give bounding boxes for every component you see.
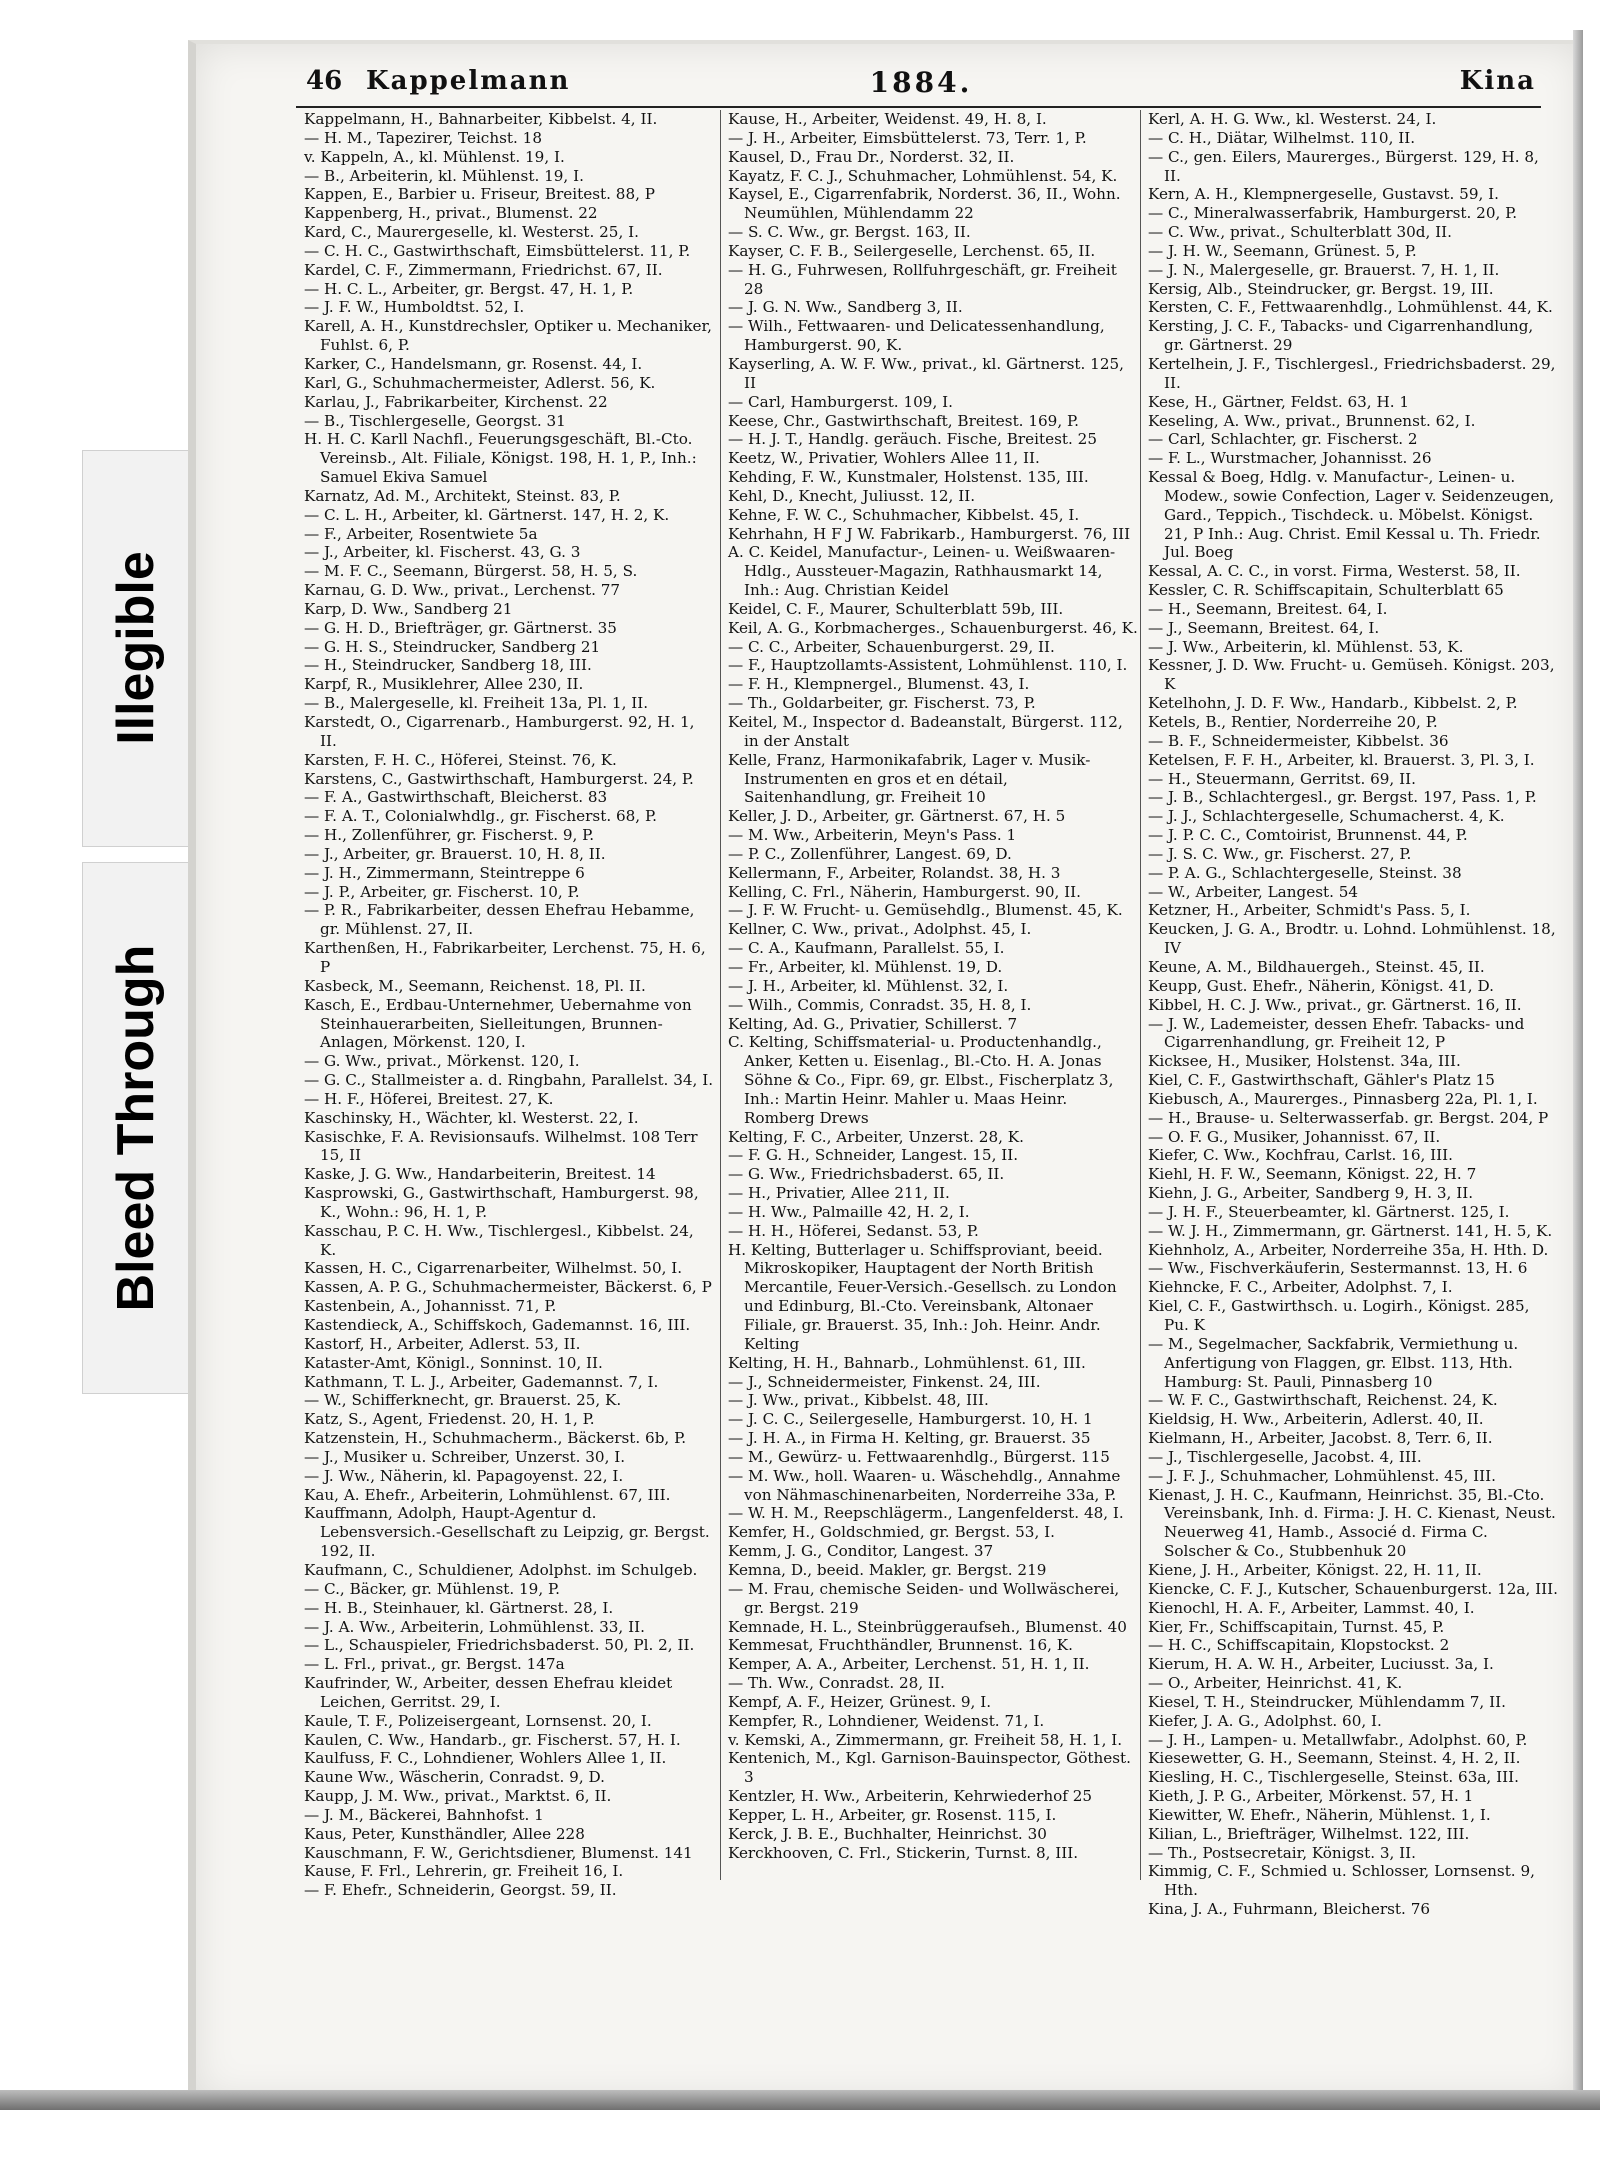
directory-entry: A. C. Keidel, Manufactur-, Leinen- u. Weißwaaren-Hdlg., Aussteuer-Magazin, Rathhausmarkt 14, Inh.: Aug. Christian Keidel	[728, 543, 1116, 600]
directory-entry: Kiesel, T. H., Steindrucker, Mühlendamm 7, II.	[1148, 1692, 1506, 1711]
directory-entry: — J. G. N. Ww., Sandberg 3, II.	[728, 298, 963, 317]
directory-entry: Karl, G., Schuhmachermeister, Adlerst. 56, K.	[304, 373, 656, 392]
directory-entry: Kayser, C. F. B., Seilergeselle, Lerchenst. 65, II.	[728, 241, 1096, 260]
directory-entry: Kaysel, E., Cigarrenfabrik, Norderst. 36, II., Wohn. Neumühlen, Mühlendamm 22	[728, 185, 1126, 223]
directory-entry: Kersten, C. F., Fettwaarenhdlg., Lohmühlenst. 44, K.	[1148, 298, 1553, 317]
directory-entry: Kiefer, C. Ww., Kochfrau, Carlst. 16, III.	[1148, 1146, 1453, 1165]
directory-entry: — H. G., Fuhrwesen, Rollfuhrgeschäft, gr. Freiheit 28	[728, 260, 1122, 298]
directory-entry: — H. F., Höferei, Breitest. 27, K.	[304, 1089, 554, 1108]
directory-entry: Kepper, L. H., Arbeiter, gr. Rosenst. 115, I.	[728, 1805, 1057, 1824]
directory-entry: Kayserling, A. W. F. Ww., privat., kl. Gärtnerst. 125, II	[728, 354, 1129, 392]
directory-entry: Karlau, J., Fabrikarbeiter, Kirchenst. 22	[304, 392, 608, 411]
directory-entry: Kasschau, P. C. H. Ww., Tischlergesl., Kibbelst. 24, K.	[304, 1221, 699, 1259]
directory-entry: — F. A. T., Colonialwhdlg., gr. Fischerst. 68, P.	[304, 807, 657, 826]
directory-entry: Kelting, H. H., Bahnarb., Lohmühlenst. 61, III.	[728, 1353, 1086, 1372]
directory-entry: — F. A., Gastwirthschaft, Bleicherst. 83	[304, 788, 608, 807]
scanner-bed-strip	[0, 2090, 1600, 2110]
directory-entry: — H., Steindrucker, Sandberg 18, III.	[304, 656, 592, 675]
bleed-through-label: Bleed Through	[107, 944, 165, 1312]
directory-entry: Kemna, D., beeid. Makler, gr. Bergst. 219	[728, 1560, 1047, 1579]
directory-entry: Kayatz, F. C. J., Schuhmacher, Lohmühlenst. 54, K.	[728, 166, 1118, 185]
directory-entry: Kiehnholz, A., Arbeiter, Norderreihe 35a, H. Hth. D.	[1148, 1240, 1549, 1259]
directory-entry: Keitel, M., Inspector d. Badeanstalt, Bürgerst. 112, in der Anstalt	[728, 713, 1128, 750]
directory-entry: Karstens, C., Gastwirthschaft, Hamburgerst. 24, P.	[304, 769, 694, 788]
directory-entry: — H. B., Steinhauer, kl. Gärtnerst. 28, I.	[304, 1598, 614, 1617]
directory-entry: — H., Brause- u. Selterwasserfab. gr. Bergst. 204, P	[1148, 1108, 1549, 1127]
directory-entry: — J. P., Arbeiter, gr. Fischerst. 10, P.	[304, 882, 580, 901]
directory-entry: Kaufrinder, W., Arbeiter, dessen Ehefrau kleidet Leichen, Gerritst. 29, I.	[304, 1674, 678, 1711]
directory-entry: Kaske, J. G. Ww., Handarbeiterin, Breitest. 14	[304, 1165, 656, 1184]
directory-entry: — J., Schneidermeister, Finkenst. 24, III.	[728, 1372, 1041, 1391]
directory-entry: — P. R., Fabrikarbeiter, dessen Ehefrau Hebamme, gr. Mühlenst. 27, II.	[304, 901, 700, 939]
directory-entry: — J. B., Schlachtergesl., gr. Bergst. 197, Pass. 1, P.	[1148, 788, 1537, 807]
directory-column-2	[728, 110, 1138, 1862]
directory-entry: H. Kelting, Butterlager u. Schiffsproviant, beeid. Mikroskopiker, Hauptagent der North British Mercantile, Feuer-Versich.-Gesellsch. zu London und Edinburg, Bl.-Cto. Vereinsbank, Altonaer Filiale, gr. Brauerst. 35, Inh.: Joh. Heinr. Andr. Kelting	[728, 1240, 1122, 1353]
directory-entry: — Th. Ww., Conradst. 28, II.	[728, 1674, 945, 1693]
directory-entry: Kiebusch, A., Maurerges., Pinnasberg 22a, Pl. 1, I.	[1148, 1089, 1538, 1108]
directory-entry: — J., Arbeiter, kl. Fischerst. 43, G. 3	[304, 543, 581, 562]
directory-entry: Kier, Fr., Schiffscapitain, Turnst. 45, P.	[1148, 1617, 1445, 1636]
directory-entry: Kielmann, H., Arbeiter, Jacobst. 8, Terr. 6, II.	[1148, 1429, 1493, 1448]
directory-entry: Kemfer, H., Goldschmied, gr. Bergst. 53, I.	[728, 1523, 1055, 1542]
directory-entry: — Carl, Schlachter, gr. Fischerst. 2	[1148, 430, 1418, 449]
directory-entry: — F. Ehefr., Schneiderin, Georgst. 59, II.	[304, 1881, 617, 1900]
directory-entry: Keupp, Gust. Ehefr., Näherin, Königst. 41, D.	[1148, 976, 1494, 995]
directory-entry: Keucken, J. G. A., Brodtr. u. Lohnd. Lohmühlenst. 18, IV	[1148, 920, 1561, 958]
directory-entry: — G. H. D., Briefträger, gr. Gärtnerst. 35	[304, 618, 617, 637]
directory-entry: Keil, A. G., Korbmacherges., Schauenburgerst. 46, K.	[728, 618, 1138, 637]
directory-entry: Kina, J. A., Fuhrmann, Bleicherst. 76	[1148, 1900, 1431, 1919]
directory-entry: Kemmesat, Fruchthändler, Brunnenst. 16, K.	[728, 1636, 1073, 1655]
directory-entry: Kelling, C. Frl., Näherin, Hamburgerst. 90, II.	[728, 882, 1081, 901]
directory-entry: Katzenstein, H., Schuhmacherm., Bäckerst. 6b, P.	[304, 1429, 687, 1448]
directory-entry: — O., Arbeiter, Heinrichst. 41, K.	[1148, 1674, 1403, 1693]
directory-entry: Kaulen, C. Ww., Handarb., gr. Fischerst. 57, H. I.	[304, 1730, 681, 1749]
directory-entry: Kersig, Alb., Steindrucker, gr. Bergst. 19, III.	[1148, 279, 1494, 298]
directory-entry: Kimmig, C. F., Schmied u. Schlosser, Lornsenst. 9, Hth.	[1148, 1862, 1540, 1900]
book-edge	[1573, 30, 1583, 2100]
directory-entry: — F. G. H., Schneider, Langest. 15, II.	[728, 1146, 1019, 1165]
directory-entry: Kasprowski, G., Gastwirthschaft, Hamburgerst. 98, K., Wohn.: 96, H. 1, P.	[304, 1184, 704, 1221]
directory-entry: — J. F. W. Frucht- u. Gemüsehdlg., Blumenst. 45, K.	[728, 901, 1123, 920]
directory-entry: — C. C., Arbeiter, Schauenburgerst. 29, II.	[728, 637, 1055, 656]
directory-entry: — C., Bäcker, gr. Mühlenst. 19, P.	[304, 1579, 560, 1598]
directory-entry: Kentenich, M., Kgl. Garnison-Bauinspector, Göthest. 3	[728, 1749, 1136, 1787]
directory-entry: — J. J., Schlachtergeselle, Schumacherst. 4, K.	[1148, 807, 1505, 826]
directory-entry: Karp, D. Ww., Sandberg 21	[304, 599, 513, 618]
directory-entry: — M., Segelmacher, Sackfabrik, Vermiethung u. Anfertigung von Flaggen, gr. Elbst. 113, Hth. Hamburg: St. Pauli, Pinnasberg 10	[1148, 1334, 1524, 1391]
directory-entry: Kelting, Ad. G., Privatier, Schillerst. 7	[728, 1014, 1018, 1033]
directory-entry: Kentzler, H. Ww., Arbeiterin, Kehrwiederhof 25	[728, 1787, 1093, 1806]
directory-entry: Keese, Chr., Gastwirthschaft, Breitest. 169, P.	[728, 411, 1079, 430]
directory-entry: — B., Tischlergeselle, Georgst. 31	[304, 411, 566, 430]
header-right-keyword: Kina	[1459, 66, 1536, 96]
directory-entry: — L. Frl., privat., gr. Bergst. 147a	[304, 1655, 565, 1674]
directory-entry: Kiel, C. F., Gastwirthschaft, Gähler's Platz 15	[1148, 1071, 1495, 1090]
directory-entry: Kasbeck, M., Seemann, Reichenst. 18, Pl. II.	[304, 976, 646, 995]
directory-entry: Kiene, J. H., Arbeiter, Königst. 22, H. 11, II.	[1148, 1560, 1482, 1579]
directory-entry: Kausel, D., Frau Dr., Norderst. 32, II.	[728, 147, 1015, 166]
directory-entry: — C. H. C., Gastwirthschaft, Eimsbüttelerst. 11, P.	[304, 241, 691, 260]
directory-column-3	[1148, 110, 1561, 1919]
directory-entry: Kaule, T. F., Polizeisergeant, Lornsenst. 20, I.	[304, 1711, 652, 1730]
directory-column-1	[304, 110, 717, 1900]
directory-entry: Kemnade, H. L., Steinbrüggeraufseh., Blumenst. 40	[728, 1617, 1127, 1636]
directory-entry: Kessal, A. C. C., in vorst. Firma, Westerst. 58, II.	[1148, 562, 1521, 581]
directory-entry: — M. Ww., Arbeiterin, Meyn's Pass. 1	[728, 826, 1017, 845]
directory-entry: Kibbel, H. C. J. Ww., privat., gr. Gärtnerst. 16, II.	[1148, 995, 1522, 1014]
directory-entry: Kappelmann, H., Bahnarbeiter, Kibbelst. 4, II.	[304, 110, 658, 128]
directory-entry: — J. Ww., Arbeiterin, kl. Mühlenst. 53, K.	[1148, 637, 1464, 656]
directory-entry: Kelting, F. C., Arbeiter, Unzerst. 28, K.	[728, 1127, 1024, 1146]
directory-entry: Kau, A. Ehefr., Arbeiterin, Lohmühlenst. 67, III.	[304, 1485, 671, 1504]
directory-entry: Keidel, C. F., Maurer, Schulterblatt 59b, III.	[728, 599, 1064, 618]
directory-entry: — H. C., Schiffscapitain, Klopstockst. 2	[1148, 1636, 1450, 1655]
header-year: 1884.	[869, 66, 973, 99]
directory-entry: Kessler, C. R. Schiffscapitain, Schulterblatt 65	[1148, 581, 1504, 600]
directory-entry: — Fr., Arbeiter, kl. Mühlenst. 19, D.	[728, 957, 1003, 976]
directory-entry: — P. A. G., Schlachtergeselle, Steinst. 38	[1148, 863, 1462, 882]
directory-entry: — H., Seemann, Breitest. 64, I.	[1148, 599, 1388, 618]
directory-entry: Kese, H., Gärtner, Feldst. 63, H. 1	[1148, 392, 1410, 411]
directory-entry: — C., Mineralwasserfabrik, Hamburgerst. 20, P.	[1148, 204, 1518, 223]
directory-entry: — J., Musiker u. Schreiber, Unzerst. 30, I.	[304, 1447, 626, 1466]
directory-entry: — G. H. S., Steindrucker, Sandberg 21	[304, 637, 601, 656]
directory-entry: Kause, H., Arbeiter, Weidenst. 49, H. 8, I.	[728, 110, 1047, 128]
directory-entry: Kempfer, R., Lohndiener, Weidenst. 71, I.	[728, 1711, 1045, 1730]
directory-entry: Kerl, A. H. G. Ww., kl. Westerst. 24, I.	[1148, 110, 1437, 128]
directory-entry: Ketzner, H., Arbeiter, Schmidt's Pass. 5, I.	[1148, 901, 1471, 920]
directory-entry: — H. Ww., Palmaille 42, H. 2, I.	[728, 1202, 970, 1221]
directory-entry: — G. Ww., privat., Mörkenst. 120, I.	[304, 1052, 580, 1071]
directory-entry: — C. H., Diätar, Wilhelmst. 110, II.	[1148, 128, 1416, 147]
directory-entry: v. Kemski, A., Zimmermann, gr. Freiheit 58, H. 1, I.	[728, 1730, 1123, 1749]
directory-entry: Kiehncke, F. C., Arbeiter, Adolphst. 7, I.	[1148, 1278, 1453, 1297]
directory-entry: Kaupp, J. M. Ww., privat., Marktst. 6, II.	[304, 1787, 612, 1806]
directory-entry: — J. H. W., Seemann, Grünest. 5, P.	[1148, 241, 1417, 260]
directory-entry: — Th., Goldarbeiter, gr. Fischerst. 73, P.	[728, 694, 1036, 713]
directory-entry: Kehrhahn, H F J W. Fabrikarb., Hamburgerst. 76, III	[728, 524, 1131, 543]
directory-entry: Karthenßen, H., Fabrikarbeiter, Lerchenst. 75, H. 6, P	[304, 939, 711, 976]
directory-entry: — C., gen. Eilers, Maurerges., Bürgerst. 129, H. 8, II.	[1148, 147, 1544, 185]
directory-entry: Kard, C., Maurergeselle, kl. Westerst. 25, I.	[304, 223, 639, 242]
directory-entry: — M. Frau, chemische Seiden- und Wollwäscherei, gr. Bergst. 219	[728, 1579, 1125, 1617]
directory-entry: Kappen, E., Barbier u. Friseur, Breitest. 88, P	[304, 185, 655, 204]
directory-entry: C. Kelting, Schiffsmaterial- u. Productenhandlg., Anker, Ketten u. Eisenlag., Bl.-Cto. H. A. Jonas Söhne & Co., Fipr. 69, gr. Elbst., Fischerplatz 3, Inh.: Martin Heinr. Mahler u. Maas Heinr. Romberg Drews	[728, 1033, 1119, 1127]
directory-entry: Kerck, J. B. E., Buchhalter, Heinrichst. 30	[728, 1824, 1047, 1843]
directory-entry: Kelle, Franz, Harmonikafabrik, Lager v. Musik-Instrumenten en gros et en détail, Saitenhandlung, gr. Freiheit 10	[728, 750, 1091, 807]
directory-entry: Kieldsig, H. Ww., Arbeiterin, Adlerst. 40, II.	[1148, 1410, 1484, 1429]
directory-entry: Kassen, A. P. G., Schuhmachermeister, Bäckerst. 6, P	[304, 1278, 712, 1297]
directory-entry: — F. H., Klempnergel., Blumenst. 43, I.	[728, 675, 1030, 694]
header-left-keyword: Kappelmann	[366, 66, 571, 96]
directory-entry: Kiewitter, W. Ehefr., Näherin, Mühlenst. 1, I.	[1148, 1805, 1491, 1824]
directory-entry: Kiesling, H. C., Tischlergeselle, Steinst. 63a, III.	[1148, 1768, 1519, 1787]
directory-entry: Kienochl, H. A. F., Arbeiter, Lammst. 40, I.	[1148, 1598, 1475, 1617]
directory-entry: Kessner, J. D. Ww. Frucht- u. Gemüseh. Königst. 203, K	[1148, 656, 1560, 694]
directory-entry: — J. H. F., Steuerbeamter, kl. Gärtnerst. 125, I.	[1148, 1202, 1510, 1221]
directory-entry: Kiesewetter, G. H., Seemann, Steinst. 4, H. 2, II.	[1148, 1749, 1521, 1768]
directory-entry: — C. Ww., privat., Schulterblatt 30d, II.	[1148, 223, 1452, 242]
directory-entry: Kiel, C. F., Gastwirthsch. u. Logirh., Königst. 285, Pu. K	[1148, 1297, 1535, 1334]
directory-entry: — H., Zollenführer, gr. Fischerst. 9, P.	[304, 826, 595, 845]
directory-entry: — S. C. Ww., gr. Bergst. 163, II.	[728, 223, 971, 242]
directory-entry: — J. A. Ww., Arbeiterin, Lohmühlenst. 33, II.	[304, 1617, 645, 1636]
directory-entry: Karpf, R., Musiklehrer, Allee 230, II.	[304, 675, 584, 694]
directory-entry: Kemm, J. G., Conditor, Langest. 37	[728, 1542, 994, 1561]
directory-entry: — M., Gewürz- u. Fettwaarenhdlg., Bürgerst. 115	[728, 1447, 1110, 1466]
directory-entry: — Ww., Fischverkäuferin, Sestermannst. 13, H. 6	[1148, 1259, 1528, 1278]
directory-entry: Karstedt, O., Cigarrenarb., Hamburgerst. 92, H. 1, II.	[304, 713, 700, 750]
column-divider	[720, 110, 721, 1880]
directory-entry: Kassen, H. C., Cigarrenarbeiter, Wilhelmst. 50, I.	[304, 1259, 683, 1278]
directory-entry: — H. J. T., Handlg. geräuch. Fische, Breitest. 25	[728, 430, 1097, 449]
directory-page	[188, 40, 1581, 2099]
illegible-label: Illegible	[107, 551, 165, 745]
directory-entry: — F., Hauptzollamts-Assistent, Lohmühlenst. 110, I.	[728, 656, 1128, 675]
directory-entry: — Th., Postsecretair, Königst. 3, II.	[1148, 1843, 1416, 1862]
directory-entry: Keune, A. M., Bildhauergeh., Steinst. 45, II.	[1148, 957, 1485, 976]
directory-entry: Kerckhooven, C. Frl., Stickerin, Turnst. 8, III.	[728, 1843, 1079, 1862]
directory-entry: Kempf, A. F., Heizer, Grünest. 9, I.	[728, 1692, 992, 1711]
directory-entry: Kastenbein, A., Johannisst. 71, P.	[304, 1297, 557, 1316]
directory-entry: — H., Steuermann, Gerritst. 69, II.	[1148, 769, 1416, 788]
directory-entry: Kessal & Boeg, Hdlg. v. Manufactur-, Leinen- u. Modew., sowie Confection, Lager v. Seidenzeugen, Gard., Teppich., Tischdeck. u. Möbelst. Königst. 21, P Inh.: Aug. Christ. Emil Kessal u. Th. Friedr. Jul. Boeg	[1148, 468, 1559, 562]
directory-entry: Kappenberg, H., privat., Blumenst. 22	[304, 204, 598, 223]
directory-entry: Kiencke, C. F. J., Kutscher, Schauenburgerst. 12a, III.	[1148, 1579, 1558, 1598]
directory-entry: — J. Ww., privat., Kibbelst. 48, III.	[728, 1391, 989, 1410]
directory-entry: Kehding, F. W., Kunstmaler, Holstenst. 135, III.	[728, 468, 1089, 487]
directory-entry: — J. H., Arbeiter, kl. Mühlenst. 32, I.	[728, 976, 1009, 995]
directory-entry: — W. J. H., Zimmermann, gr. Gärtnerst. 141, H. 5, K.	[1148, 1221, 1553, 1240]
directory-entry: — W. H. M., Reepschlägerm., Langenfelderst. 48, I.	[728, 1504, 1124, 1523]
directory-entry: — M. Ww., holl. Waaren- u. Wäschehdlg., Annahme von Nähmaschinenarbeiten, Norderreihe 33a, P.	[728, 1466, 1126, 1504]
directory-entry: — J. C. C., Seilergeselle, Hamburgerst. 10, H. 1	[728, 1410, 1093, 1429]
directory-entry: Katz, S., Agent, Friedenst. 20, H. 1, P.	[304, 1410, 595, 1429]
directory-entry: Kieth, J. P. G., Arbeiter, Mörkenst. 57, H. 1	[1148, 1787, 1474, 1806]
directory-entry: — J. H., Zimmermann, Steintreppe 6	[304, 863, 585, 882]
directory-entry: Kiehl, H. F. W., Seemann, Königst. 22, H. 7	[1148, 1165, 1477, 1184]
directory-entry: — B. F., Schneidermeister, Kibbelst. 36	[1148, 731, 1449, 750]
directory-entry: Ketels, B., Rentier, Norderreihe 20, P.	[1148, 713, 1438, 731]
directory-entry: Kataster-Amt, Königl., Sonninst. 10, II.	[304, 1353, 603, 1372]
directory-entry: — M. F. C., Seemann, Bürgerst. 58, H. 5, S.	[304, 562, 638, 581]
directory-entry: Kauffmann, Adolph, Haupt-Agentur d. Lebensversich.-Gesellschaft zu Leipzig, gr. Bergst. 192, II.	[304, 1504, 715, 1561]
directory-entry: — H. H., Höferei, Sedanst. 53, P.	[728, 1221, 979, 1240]
directory-entry: Kertelhein, J. F., Tischlergesl., Friedrichsbaderst. 29, II.	[1148, 354, 1561, 392]
directory-entry: Kehl, D., Knecht, Juliusst. 12, II.	[728, 486, 976, 505]
directory-entry: Kienast, J. H. C., Kaufmann, Heinrichst. 35, Bl.-Cto. Vereinsbank, Inh. d. Firma: J. H. C. Kienast, Neust. Neuerweg 41, Hamb., Associé d. Firma C. Solscher & Co., Stubbenhuk 20	[1148, 1485, 1561, 1561]
directory-entry: Keseling, A. Ww., privat., Brunnenst. 62, I.	[1148, 411, 1476, 430]
directory-entry: Kaufmann, C., Schuldiener, Adolphst. im Schulgeb.	[304, 1560, 698, 1579]
directory-entry: Kaune Ww., Wäscherin, Conradst. 9, D.	[304, 1768, 605, 1787]
directory-entry: Kicksee, H., Musiker, Holstenst. 34a, III.	[1148, 1052, 1461, 1071]
directory-entry: Kierum, H. A. W. H., Arbeiter, Luciusst. 3a, I.	[1148, 1655, 1494, 1674]
column-divider	[1140, 110, 1141, 1880]
directory-entry: Karker, C., Handelsmann, gr. Rosenst. 44, I.	[304, 354, 643, 373]
directory-entry: Kilian, L., Briefträger, Wilhelmst. 122, III.	[1148, 1824, 1470, 1843]
directory-entry: — J., Seemann, Breitest. 64, I.	[1148, 618, 1380, 637]
directory-entry: v. Kappeln, A., kl. Mühlenst. 19, I.	[304, 147, 565, 166]
directory-entry: — H. M., Tapezirer, Teichst. 18	[304, 128, 542, 147]
directory-entry: — Wilh., Commis, Conradst. 35, H. 8, I.	[728, 995, 1032, 1014]
directory-entry: — F. L., Wurstmacher, Johannisst. 26	[1148, 449, 1432, 468]
directory-entry: — C. L. H., Arbeiter, kl. Gärtnerst. 147, H. 2, K.	[304, 505, 670, 524]
directory-entry: Kersting, J. C. F., Tabacks- und Cigarrenhandlung, gr. Gärtnerst. 29	[1148, 317, 1539, 355]
directory-entry: — B., Arbeiterin, kl. Mühlenst. 19, I.	[304, 166, 584, 185]
directory-entry: — J. M., Bäckerei, Bahnhofst. 1	[304, 1805, 544, 1824]
directory-entry: — O. F. G., Musiker, Johannisst. 67, II.	[1148, 1127, 1441, 1146]
directory-entry: — J. W., Lademeister, dessen Ehefr. Tabacks- und Cigarrenhandlung, gr. Freiheit 12, P	[1148, 1014, 1530, 1052]
directory-entry: — W., Arbeiter, Langest. 54	[1148, 882, 1359, 901]
directory-entry: Kasch, E., Erdbau-Unternehmer, Uebernahme von Steinhauerarbeiten, Sielleitungen, Brunnen-Anlagen, Mörkenst. 120, I.	[304, 995, 697, 1052]
directory-entry: Karnau, G. D. Ww., privat., Lerchenst. 77	[304, 581, 621, 600]
header-rule	[296, 106, 1541, 108]
directory-entry: Kemper, A. A., Arbeiter, Lerchenst. 51, H. 1, II.	[728, 1655, 1090, 1674]
directory-entry: Ketelsen, F. F. H., Arbeiter, kl. Brauerst. 3, Pl. 3, I.	[1148, 750, 1535, 769]
directory-entry: H. H. C. Karll Nachfl., Feuerungsgeschäft, Bl.-Cto. Vereinsb., Alt. Filiale, Königst. 198, H. 1, P., Inh.: Samuel Ekiva Samuel	[304, 430, 702, 487]
directory-entry: Kastorf, H., Arbeiter, Adlerst. 53, II.	[304, 1334, 581, 1353]
directory-entry: — J. H., Lampen- u. Metallwfabr., Adolphst. 60, P.	[1148, 1730, 1528, 1749]
directory-entry: Kiehn, J. G., Arbeiter, Sandberg 9, H. 3, II.	[1148, 1184, 1474, 1203]
directory-entry: Kellermann, F., Arbeiter, Rolandst. 38, H. 3	[728, 863, 1061, 882]
directory-entry: — C. A., Kaufmann, Parallelst. 55, I.	[728, 939, 1005, 958]
directory-entry: Kardel, C. F., Zimmermann, Friedrichst. 67, II.	[304, 260, 663, 279]
directory-entry: — Carl, Hamburgerst. 109, I.	[728, 392, 953, 411]
directory-entry: Kasischke, F. A. Revisionsaufs. Wilhelmst. 108 Terr 15, II	[304, 1127, 703, 1165]
directory-entry: Keller, J. D., Arbeiter, gr. Gärtnerst. 67, H. 5	[728, 807, 1066, 826]
directory-entry: Karnatz, Ad. M., Architekt, Steinst. 83, P.	[304, 486, 621, 505]
directory-entry: Kiefer, J. A. G., Adolphst. 60, I.	[1148, 1711, 1382, 1730]
directory-entry: Kaulfuss, F. C., Lohndiener, Wohlers Allee 1, II.	[304, 1749, 667, 1768]
directory-entry: — J. S. C. Ww., gr. Fischerst. 27, P.	[1148, 844, 1412, 863]
page-header	[306, 66, 1536, 108]
directory-entry: — L., Schauspieler, Friedrichsbaderst. 50, Pl. 2, II.	[304, 1636, 695, 1655]
directory-entry: — H., Privatier, Allee 211, II.	[728, 1184, 950, 1203]
directory-entry: Karsten, F. H. C., Höferei, Steinst. 76, K.	[304, 750, 617, 769]
directory-entry: — H. C. L., Arbeiter, gr. Bergst. 47, H. 1, P.	[304, 279, 634, 298]
directory-entry: — J. N., Malergeselle, gr. Brauerst. 7, H. 1, II.	[1148, 260, 1500, 279]
directory-entry: — Wilh., Fettwaaren- und Delicatessenhandlung, Hamburgerst. 90, K.	[728, 317, 1110, 355]
directory-entry: Kehne, F. W. C., Schuhmacher, Kibbelst. 45, I.	[728, 505, 1080, 524]
directory-entry: Keetz, W., Privatier, Wohlers Allee 11, II.	[728, 449, 1040, 468]
directory-entry: — J. H., Arbeiter, Eimsbüttelerst. 73, Terr. 1, P.	[728, 128, 1087, 147]
directory-entry: — J. H. A., in Firma H. Kelting, gr. Brauerst. 35	[728, 1429, 1091, 1448]
directory-entry: Kaus, Peter, Kunsthändler, Allee 228	[304, 1824, 585, 1843]
directory-entry: — W., Schifferknecht, gr. Brauerst. 25, K.	[304, 1391, 622, 1410]
directory-entry: — W. F. C., Gastwirthschaft, Reichenst. 24, K.	[1148, 1391, 1498, 1410]
directory-entry: Kellner, C. Ww., privat., Adolphst. 45, I.	[728, 920, 1032, 939]
directory-entry: Kastendieck, A., Schiffskoch, Gademannst. 16, III.	[304, 1316, 691, 1334]
directory-entry: — B., Malergeselle, kl. Freiheit 13a, Pl. 1, II.	[304, 694, 649, 713]
directory-entry: Kauschmann, F. W., Gerichtsdiener, Blumenst. 141	[304, 1843, 693, 1862]
directory-entry: — J. F. J., Schuhmacher, Lohmühlenst. 45, III.	[1148, 1466, 1496, 1485]
directory-entry: Kause, F. Frl., Lehrerin, gr. Freiheit 16, I.	[304, 1862, 624, 1881]
directory-entry: Kaschinsky, H., Wächter, kl. Westerst. 22, I.	[304, 1108, 639, 1127]
directory-entry: — J. P. C. C., Comtoirist, Brunnenst. 44, P.	[1148, 826, 1468, 845]
page-number: 46	[306, 66, 343, 96]
directory-entry: — J. Ww., Näherin, kl. Papagoyenst. 22, I.	[304, 1466, 624, 1485]
directory-entry: — J., Arbeiter, gr. Brauerst. 10, H. 8, II.	[304, 844, 606, 863]
directory-entry: — G. C., Stallmeister a. d. Ringbahn, Parallelst. 34, I.	[304, 1071, 714, 1090]
directory-entry: Karell, A. H., Kunstdrechsler, Optiker u. Mechaniker, Fuhlst. 6, P.	[304, 317, 717, 355]
directory-entry: — J. F. W., Humboldtst. 52, I.	[304, 298, 525, 317]
directory-entry: Kathmann, T. L. J., Arbeiter, Gademannst. 7, I.	[304, 1372, 659, 1391]
directory-entry: — P. C., Zollenführer, Langest. 69, D.	[728, 844, 1012, 863]
directory-entry: — F., Arbeiter, Rosentwiete 5a	[304, 524, 538, 543]
directory-entry: Kern, A. H., Klempnergeselle, Gustavst. 59, I.	[1148, 185, 1499, 204]
directory-entry: — G. Ww., Friedrichsbaderst. 65, II.	[728, 1165, 1005, 1184]
directory-entry: Ketelhohn, J. D. F. Ww., Handarb., Kibbelst. 2, P.	[1148, 694, 1518, 713]
directory-entry: — J., Tischlergeselle, Jacobst. 4, III.	[1148, 1447, 1422, 1466]
